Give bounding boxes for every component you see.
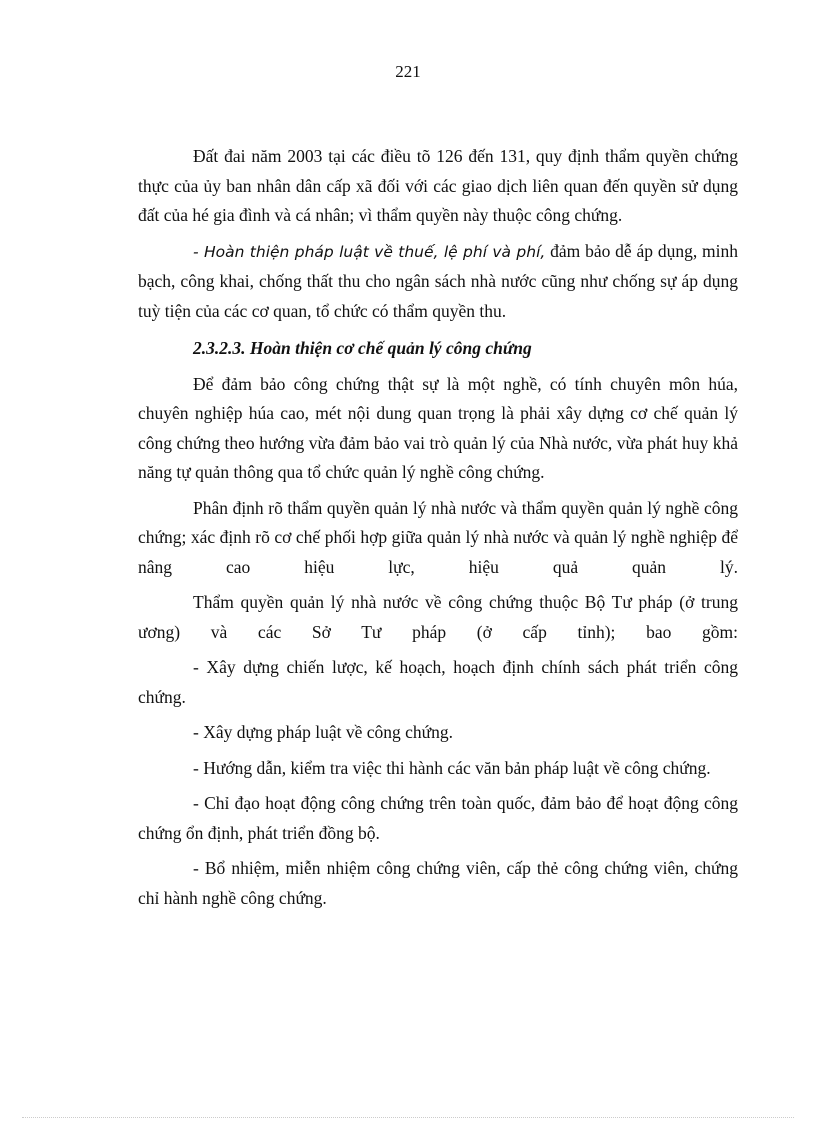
section-heading: 2.3.2.3. Hoàn thiện cơ chế quản lý công chứng: [193, 338, 532, 358]
document-body: [138, 142, 738, 919]
paragraph-management-mechanism: Để đảm bảo công chứng thật sự là một nghề, có tính chuyên môn húa, chuyên nghiệp húa cao, mét nội dung quan trọng là phải xây dựng cơ chế quản lý công chứng theo hướng vừa đảm bảo vai trò quản lý của Nhà nước, vừa phát huy khả năng tự quản thông qua tổ chức quản lý nghề công chứng.: [138, 373, 738, 482]
page-bottom-rule: [22, 1117, 794, 1118]
tax-fees-italic-lead: - Hoàn thiện pháp luật về thuế, lệ phí và phí,: [193, 242, 546, 261]
bullet-legislation: - Xây dựng pháp luật về công chứng.: [193, 722, 454, 742]
paragraph-authority-division: Phân định rõ thẩm quyền quản lý nhà nước và thẩm quyền quản lý nghề công chứng; xác định rõ cơ chế phối hợp giữa quản lý nhà nước và quản lý nghề nghiệp để nâng cao hiệu lực, hiệu quả quản lý.: [138, 497, 738, 577]
page-number: 221: [395, 62, 421, 81]
bullet-guidance: - Hướng dẫn, kiểm tra việc thi hành các văn bản pháp luật về công chứng.: [193, 757, 711, 778]
bullet-appointment: - Bổ nhiệm, miễn nhiệm công chứng viên, cấp thẻ công chứng viên, chứng chỉ hành nghề công chứng.: [138, 858, 738, 908]
paragraph-tax-fees: [138, 237, 738, 327]
bullet-direction: - Chỉ đạo hoạt động công chứng trên toàn quốc, đảm bảo để hoạt động công chứng ổn định, phát triển đồng bộ.: [138, 793, 738, 843]
tax-fees-body: đảm bảo dễ áp dụng, minh bạch, công khai, chống thất thu cho ngân sách nhà nước cũng như chống sự áp dụng tuỳ tiện của các cơ quan, tổ chức có thẩm quyền thu.: [138, 240, 739, 321]
bullet-strategy: - Xây dựng chiến lược, kế hoạch, hoạch định chính sách phát triển công chứng.: [138, 657, 738, 707]
paragraph-state-authority: Thẩm quyền quản lý nhà nước về công chứng thuộc Bộ Tư pháp (ở trung ương) và các Sở Tư pháp (ở cấp tỉnh); bao gồm:: [138, 592, 738, 642]
paragraph-land-law: Đất đai năm 2003 tại các điều tõ 126 đến 131, quy định thẩm quyền chứng thực của ủy ban nhân dân cấp xã đối với các giao dịch liên quan đến quyền sử dụng đất của hé gia đình và cá nhân; vì thẩm quyền này thuộc công chứng.: [138, 146, 738, 225]
